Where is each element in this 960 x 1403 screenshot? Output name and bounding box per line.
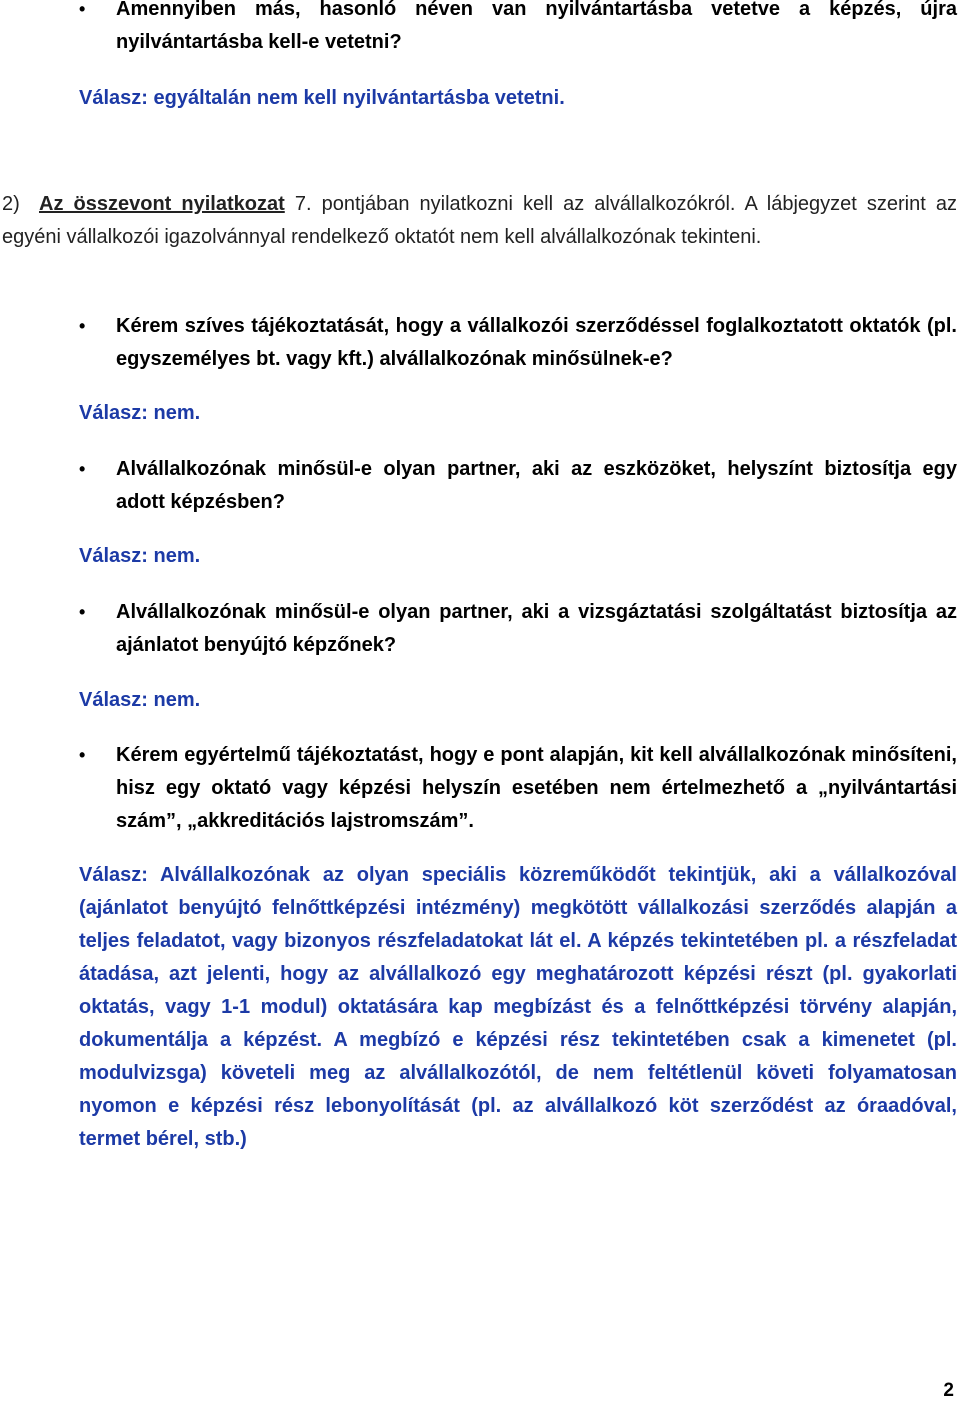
answer-5: Válasz: Alvállalkozónak az olyan speciális közreműködőt tekintjük, aki a vállalkozóval (ajánlatot benyújtó felnőttképzési intézmény) megkötött vállalkozási szerződés alapján a teljes feladatot, vagy bizonyos részfeladatokat lát el. A képzés tekintetében pl. a részfeladat átadása, azt jelenti, hogy az alvállalkozó egy meghatározott képzési részt (pl. gyakorlati oktatás, vagy 1-1 modul) oktatására kap megbízást és a felnőttképzési törvény alapján, dokumentálja a képzést. A megbízó e képzési rész tekintetében csak a kimenetet (pl. modulvizsga) követeli meg az alvállalkozótól, de nem feltétlenül követi folyamatosan nyomon e képzési rész lebonyolítását (pl. az alvállalkozó köt szerződést az óraadóval, termet bérel, stb.)	[79, 864, 957, 1150]
section-2-number: 2)	[2, 193, 20, 215]
question-3	[79, 453, 957, 519]
question-1	[79, 0, 957, 59]
question-3-text: Alvállalkozónak minősül-e olyan partner, aki az eszközöket, helyszínt biztosítja egy adott képzésben?	[116, 458, 957, 513]
page-number: 2	[943, 1380, 954, 1401]
answer-1: Válasz: egyáltalán nem kell nyilvántartásba vetetni.	[79, 87, 565, 109]
answer-4: Válasz: nem.	[79, 689, 201, 711]
question-1-text: Amennyiben más, hasonló néven van nyilvántartásba vetetve a képzés, újra nyilvántartásba kell-e vetetni?	[116, 0, 957, 53]
answer-2: Válasz: nem.	[79, 402, 201, 424]
question-4	[79, 596, 957, 662]
answer-3: Válasz: nem.	[79, 545, 201, 567]
question-4-text: Alvállalkozónak minősül-e olyan partner, aki a vizsgáztatási szolgáltatást biztosítja az ajánlatot benyújtó képzőnek?	[116, 601, 957, 656]
bullet-icon: •	[79, 0, 86, 19]
bullet-icon: •	[79, 459, 86, 479]
section-2	[2, 188, 957, 254]
question-5-text: Kérem egyértelmű tájékoztatást, hogy e pont alapján, kit kell alvállalkozónak minősíteni, hisz egy oktató vagy képzési helyszín esetében nem értelmezhető a „nyilvántartási szám”, „akkreditációs lajstromszám”.	[116, 744, 957, 832]
section-2-reference: Az összevont nyilatkozat	[39, 193, 285, 215]
bullet-icon: •	[79, 602, 86, 622]
question-5	[79, 739, 957, 838]
question-2-text: Kérem szíves tájékoztatását, hogy a vállalkozói szerződéssel foglalkoztatott oktatók (pl. egyszemélyes bt. vagy kft.) alvállalkozónak minősülnek-e?	[116, 315, 957, 370]
bullet-icon: •	[79, 745, 86, 765]
section-2-text: 7. pontjában nyilatkozni kell az alvállalkozókról. A lábjegyzet szerint az egyéni vállalkozói igazolvánnyal rendelkező oktatót nem kell alvállalkozónak tekinteni.	[2, 193, 957, 248]
bullet-icon: •	[79, 316, 86, 336]
question-2	[79, 310, 957, 376]
